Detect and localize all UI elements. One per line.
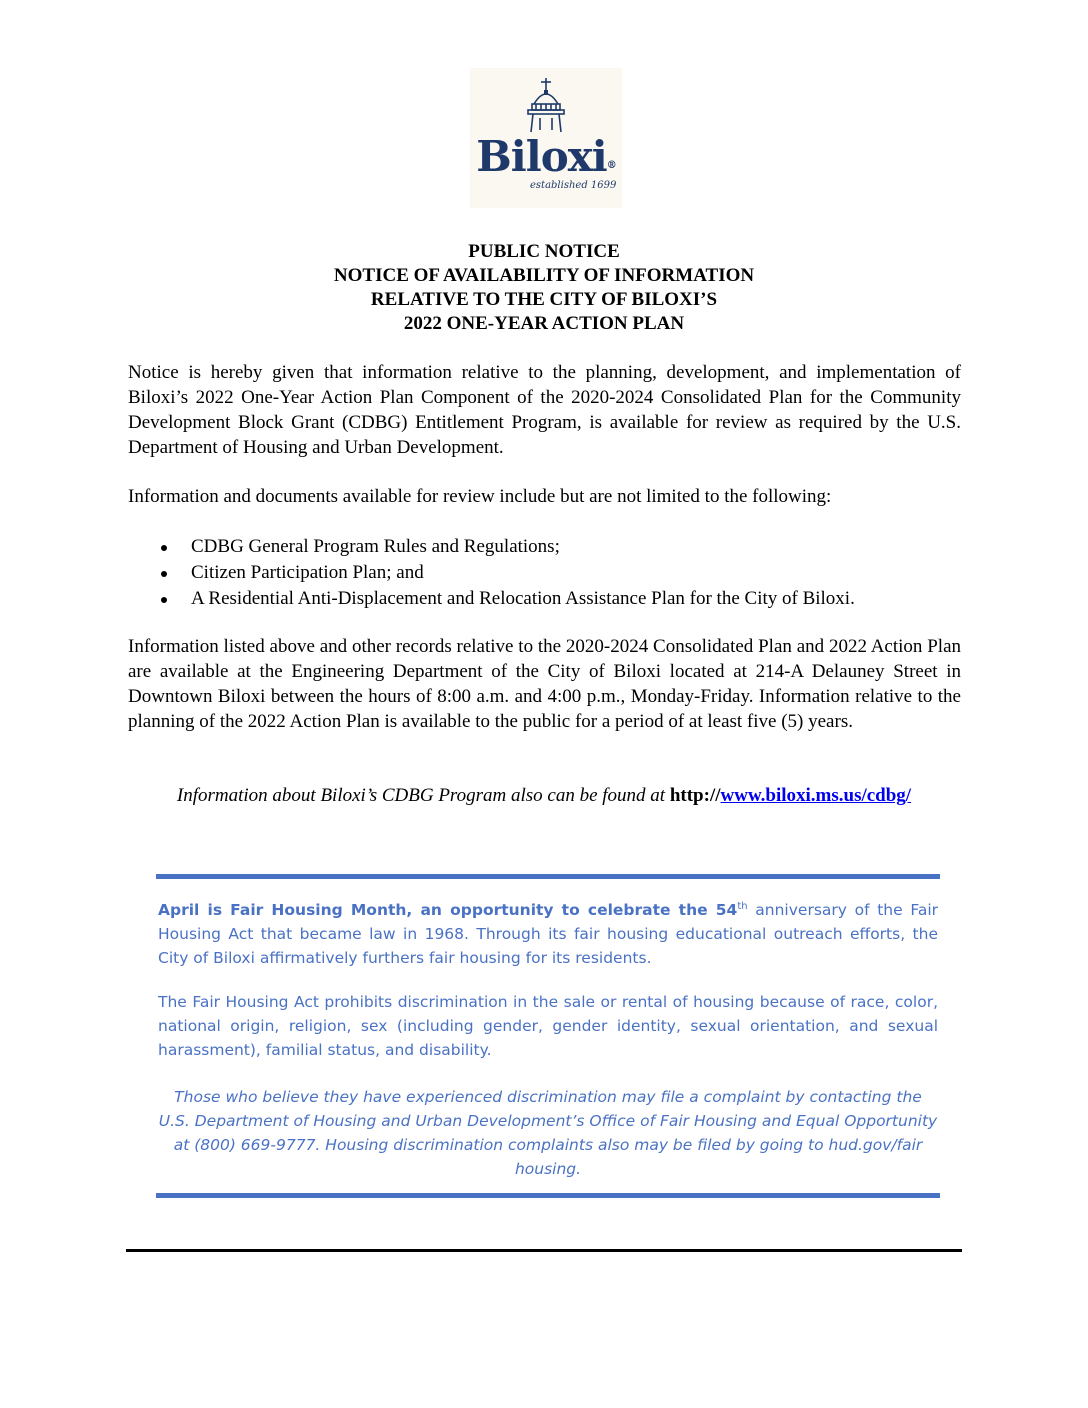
ordinal-suffix: th xyxy=(737,901,748,912)
list-item: Citizen Participation Plan; and xyxy=(128,560,961,586)
bullet-icon xyxy=(161,545,167,551)
fair-housing-act-paragraph: The Fair Housing Act prohibits discrimination in the sale or rental of housing because of race, color, national origin, religion, sex (including gender, gender identity, sexual orientation, and sexual harassment), familial status, and disability. xyxy=(158,993,938,1059)
fair-housing-month-text: anniversary of the Fair Housing Act that became law in 1968. Through its fair housing educational outreach efforts, the City of Biloxi affirmatively furthers fair housing for its residents. xyxy=(158,901,938,968)
fair-housing-month-heading: April is Fair Housing Month, an opportunity to celebrate the 54 xyxy=(158,901,738,920)
registered-mark: ® xyxy=(606,160,616,171)
list-item: CDBG General Program Rules and Regulations; xyxy=(128,534,961,560)
complaint-paragraph: Those who believe they have experienced discrimination may file a complaint by contacting the U.S. Department of Housing and Urban Development’s Office of Fair Housing and Equal Opportunity at (800) 669-9777. Housing discrimination complaints also may be filed by going to hud.gov/fair housing. xyxy=(158,1088,938,1178)
bullet-icon xyxy=(161,597,167,603)
documents-intro-paragraph: Information and documents available for review include but are not limited to the following: xyxy=(128,486,832,507)
notice-title xyxy=(0,240,1088,336)
title-line-1: PUBLIC NOTICE xyxy=(468,241,620,262)
title-line-2: NOTICE OF AVAILABILITY OF INFORMATION xyxy=(333,265,755,286)
title-line-4: 2022 ONE-YEAR ACTION PLAN xyxy=(403,313,685,334)
fair-housing-bottom-divider xyxy=(156,1193,940,1198)
cdbg-website-link[interactable]: www.biloxi.ms.us/cdbg/ xyxy=(720,785,912,806)
url-prefix: http:// xyxy=(669,785,721,806)
fair-housing-top-divider xyxy=(156,874,940,879)
page-bottom-rule xyxy=(126,1249,962,1252)
cdbg-info-line xyxy=(0,784,1088,808)
intro-paragraph: Notice is hereby given that information relative to the planning, development, and implementation of Biloxi’s 2022 One-Year Action Plan Component of the 2020-2024 Consolidated Plan for the Community Development Block Grant (CDBG) Entitlement Program, is available for review as required by the U.S. Department of Housing and Urban Development. xyxy=(128,362,961,458)
bullet-icon xyxy=(161,571,167,577)
list-item: A Residential Anti-Displacement and Relocation Assistance Plan for the City of Biloxi. xyxy=(128,586,961,612)
fair-housing-month-paragraph xyxy=(158,895,938,970)
info-text: Information about Biloxi’s CDBG Program also can be found at xyxy=(176,785,670,806)
documents-list xyxy=(128,534,961,612)
location-paragraph: Information listed above and other records relative to the 2020-2024 Consolidated Plan and 2022 Action Plan are available at the Engineering Department of the City of Biloxi located at 214-A Delauney Street in Downtown Biloxi between the hours of 8:00 a.m. and 4:00 p.m., Monday-Friday. Information relative to the planning of the 2022 Action Plan is available to the public for a period of at least five (5) years. xyxy=(128,636,961,732)
logo-wordmark: Biloxi xyxy=(476,132,607,181)
city-logo xyxy=(470,68,622,208)
title-line-3: RELATIVE TO THE CITY OF BILOXI’S xyxy=(370,289,718,310)
logo-tagline: established 1699 xyxy=(530,180,617,191)
